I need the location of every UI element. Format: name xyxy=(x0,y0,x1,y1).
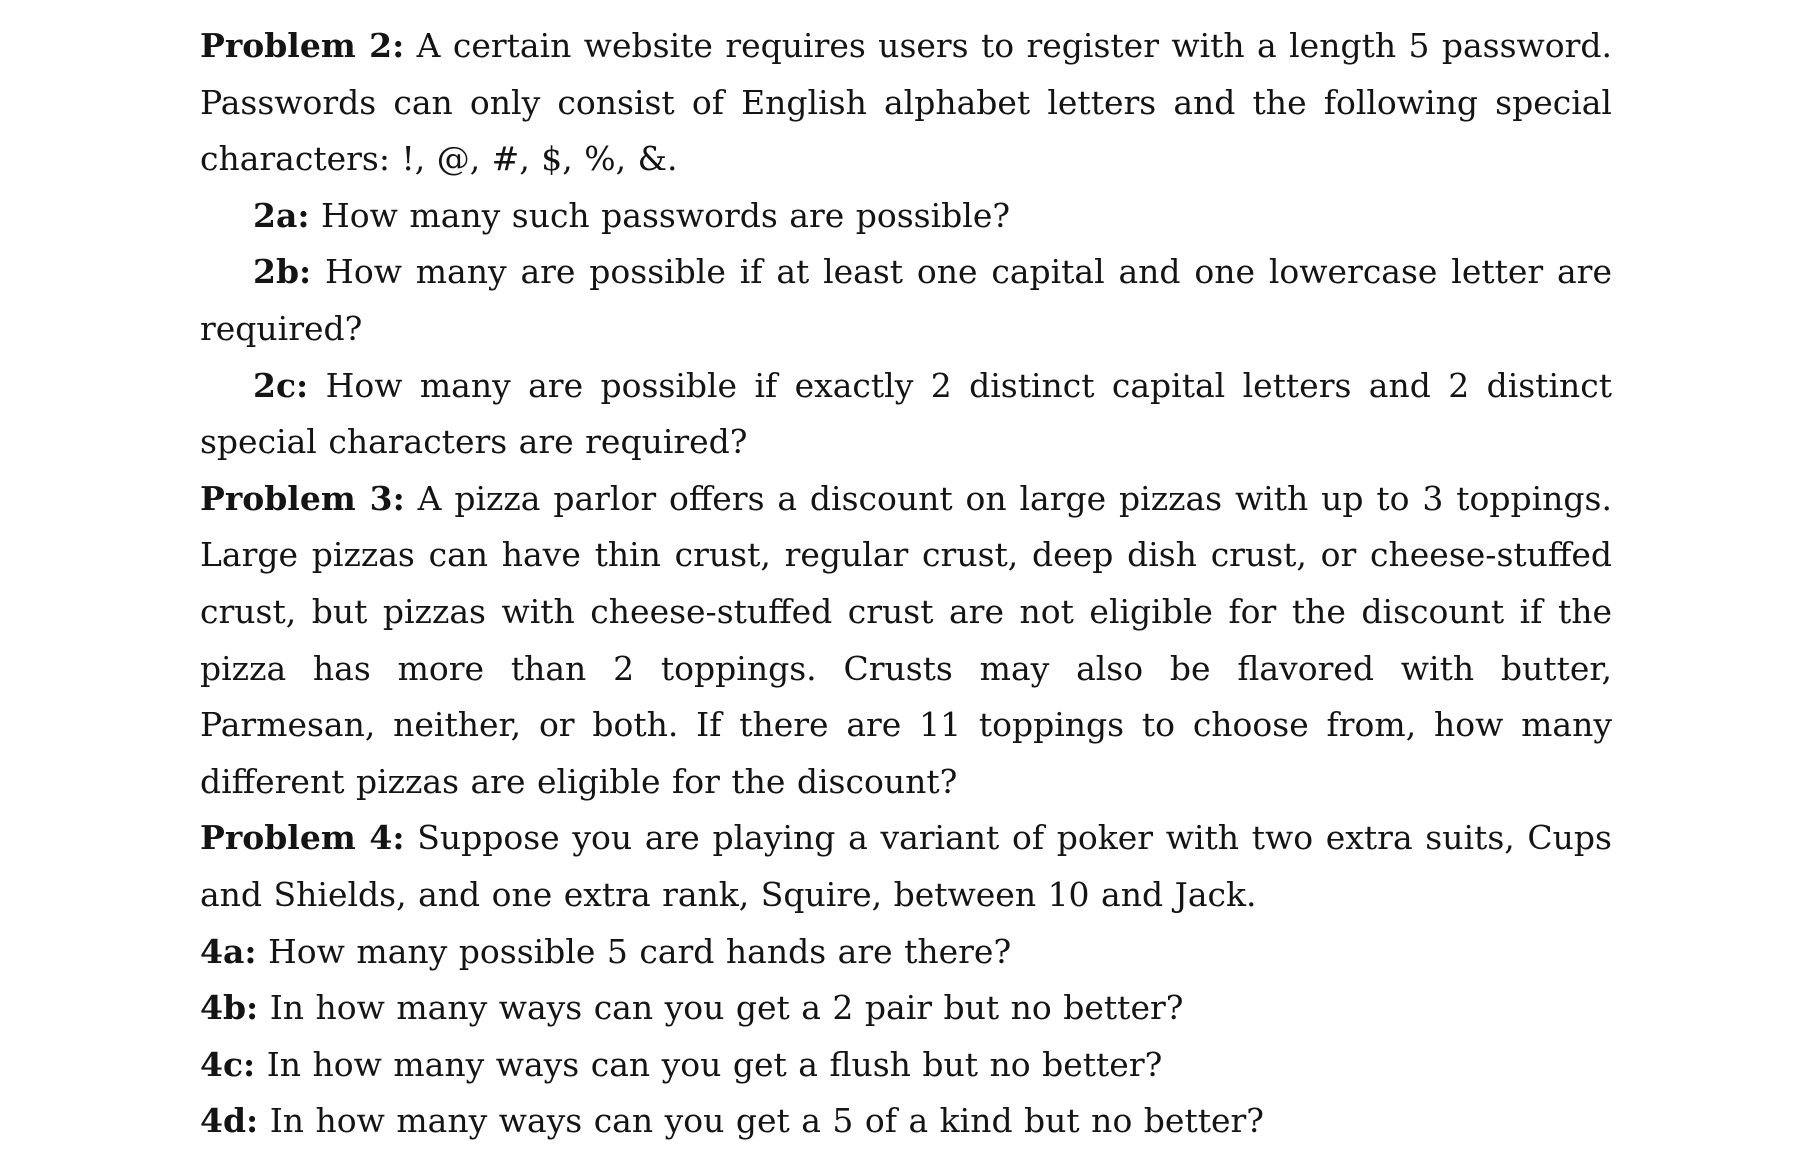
problem-4a-text: How many possible 5 card hands are there? xyxy=(268,931,1012,971)
problem-4 xyxy=(200,810,1612,923)
problem-2a xyxy=(200,188,1612,245)
problem-3-label: Problem 3: xyxy=(200,478,405,518)
problem-4b-text: In how many ways can you get a 2 pair but no better? xyxy=(269,988,1184,1028)
problem-4c-label: 4c: xyxy=(200,1044,256,1084)
problem-2b xyxy=(200,244,1612,357)
problem-4b-label: 4b: xyxy=(200,988,259,1028)
problem-2c-text: How many are possible if exactly 2 distinct capital letters and 2 distinct special characters are required? xyxy=(200,365,1612,462)
problem-2b-text: How many are possible if at least one capital and one lowercase letter are required? xyxy=(200,252,1612,348)
problem-4d-text: In how many ways can you get a 5 of a kind but no better? xyxy=(269,1101,1264,1141)
problem-4c-text: In how many ways can you get a flush but no better? xyxy=(266,1044,1163,1084)
problem-4a xyxy=(200,924,1612,981)
problem-4-text: Suppose you are playing a variant of poker with two extra suits, Cups and Shields, and one extra rank, Squire, between 10 and Jack. xyxy=(200,818,1612,914)
problem-2c-label: 2c: xyxy=(253,365,309,405)
document-page xyxy=(200,18,1612,1150)
problem-3 xyxy=(200,471,1612,811)
problem-2-text: A certain website requires users to register with a length 5 password. Passwords can only consist of English alphabet letters and the following special characters: !, @, #, $, %, &. xyxy=(200,26,1613,179)
problem-3-text: A pizza parlor offers a discount on large pizzas with up to 3 toppings. Large pizzas can have thin crust, regular crust, deep dish crust, or cheese-stuffed crust, but pizzas with cheese-stuffed crust are not eligible for the discount if the pizza has more than 2 toppings. Crusts may also be flavored with butter, Parmesan, neither, or both. If there are 11 toppings to choose from, how many different pizzas are eligible for the discount? xyxy=(200,478,1612,801)
problem-4-label: Problem 4: xyxy=(200,818,405,858)
problem-2b-label: 2b: xyxy=(253,252,312,292)
problem-2c xyxy=(200,358,1612,471)
problem-2 xyxy=(200,18,1612,188)
problem-2-label: Problem 2: xyxy=(200,26,405,65)
problem-4d xyxy=(200,1093,1612,1150)
problem-2a-label: 2a: xyxy=(253,195,310,235)
problem-4c xyxy=(200,1037,1612,1094)
problem-4d-label: 4d: xyxy=(200,1101,259,1141)
problem-4b xyxy=(200,980,1612,1037)
problem-4a-label: 4a: xyxy=(200,931,257,971)
problem-2a-text: How many such passwords are possible? xyxy=(321,195,1011,235)
